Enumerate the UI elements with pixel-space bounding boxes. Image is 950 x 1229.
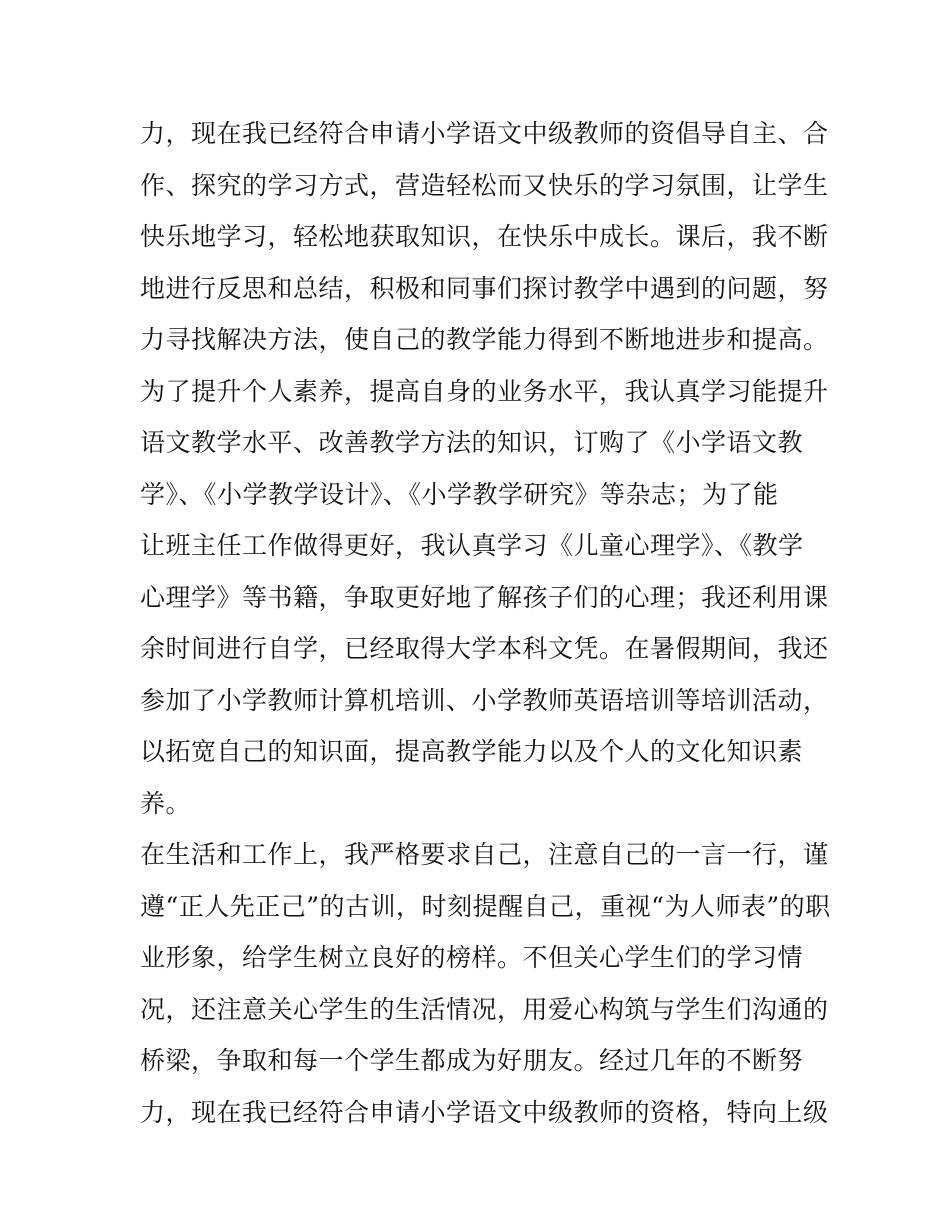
text-line: 遵“正人先正己”的古训，时刻提醒自己，重视“为人师表”的职 xyxy=(140,891,831,921)
text-line: 学》、《小学教学设计》、《小学教学研究》等杂志；为了能 xyxy=(140,479,779,509)
text-line: 在生活和工作上，我严格要求自己，注意自己的一言一行，谨 xyxy=(140,840,829,869)
text-line: 况，还注意关心学生的生活情况，用爱心构筑与学生们沟通的 xyxy=(140,994,829,1024)
text-line: 力，现在我已经符合申请小学语文中级教师的资倡导自主、合 xyxy=(140,119,829,148)
text-line: 心理学》等书籍，争取更好地了解孩子们的心理；我还利用课 xyxy=(140,582,829,612)
text-line: 业形象，给学生树立良好的榜样。不但关心学生们的学习情 xyxy=(140,943,804,972)
text-line: 参加了小学教师计算机培训、小学教师英语培训等培训活动， xyxy=(140,685,829,715)
text-line: 语文教学水平、改善教学方法的知识，订购了《小学语文教 xyxy=(140,428,804,457)
text-line: 桥梁，争取和每一个学生都成为好朋友。经过几年的不断努 xyxy=(140,1046,804,1075)
text-line: 地进行反思和总结，积极和同事们探讨教学中遇到的问题，努 xyxy=(140,273,829,303)
text-line: 养。 xyxy=(140,788,192,818)
text-line: 力寻找解决方法，使自己的教学能力得到不断地进步和提高。 xyxy=(140,325,829,354)
text-line: 以拓宽自己的知识面，提高教学能力以及个人的文化知识素 xyxy=(140,737,804,766)
text-line: 作、探究的学习方式，营造轻松而又快乐的学习氛围，让学生 xyxy=(140,170,829,200)
body-text xyxy=(140,108,831,1138)
text-line: 让班主任工作做得更好，我认真学习《儿童心理学》、《教学 xyxy=(140,531,804,560)
text-line: 快乐地学习，轻松地获取知识，在快乐中成长。课后，我不断 xyxy=(140,222,829,251)
text-line: 力，现在我已经符合申请小学语文中级教师的资格，特向上级 xyxy=(140,1097,829,1127)
text-line: 为了提升个人素养，提高自身的业务水平，我认真学习能提升 xyxy=(140,376,829,406)
text-line: 余时间进行自学，已经取得大学本科文凭。在暑假期间，我还 xyxy=(140,634,829,663)
